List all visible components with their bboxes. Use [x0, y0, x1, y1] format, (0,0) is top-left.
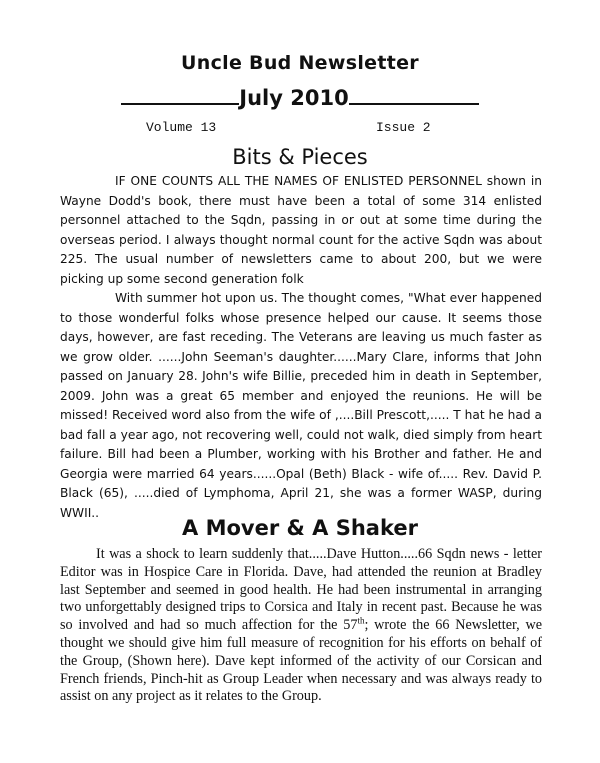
issue-label: Issue 2	[376, 120, 431, 135]
dateline-rule-left	[121, 103, 239, 105]
issue-dateline	[100, 86, 500, 110]
section-body-mover-shaker	[60, 546, 542, 706]
issue-date: July 2010	[239, 86, 349, 110]
dateline-rule-right	[349, 103, 479, 105]
section-body-bits-pieces	[60, 172, 542, 523]
newsletter-title: Uncle Bud Newsletter	[181, 52, 419, 74]
paragraph: With summer hot upon us. The thought comes, "What ever happened to those wonderful folks whose presence helped our cause. It seems those days, however, are fast receding. The Veterans are leaving us much faster as we grow older. ......John Seeman's daughter......Mary Clare, informs that John passed on January 28. John's wife Billie, preceded him in death in September, 2009. John was a great 65 member and enjoyed the reunions. He will be missed! Received word also from the wife of ,....Bill Prescott,..... T hat he had a bad fall a year ago, not recovering well, could not walk, died simply from heart failure. Bill had been a Plumber, working with his Brother and father. He and Georgia were married 64 years......Opal (Beth) Black - wife of..... Rev. David P. Black (65), .....died of Lymphoma, April 21, she was a former WASP, during WWII..	[60, 291, 542, 520]
paragraph-text: It was a shock to learn suddenly that.....Dave Hutton.....66 Sqdn news - letter Editor was in Hospice Care in Florida. Dave, had attended the reunion at Bradley last September and seemed in good health. He had been instrumental in arranging two unforgettably designed trips to Corsica and Italy in recent past. Because he was so involved and had so much affection for the 57	[60, 546, 542, 634]
section-heading-bits-pieces: Bits & Pieces	[232, 145, 368, 169]
paragraph: IF ONE COUNTS ALL THE NAMES OF ENLISTED PERSONNEL shown in Wayne Dodd's book, there must have been a total of some 314 enlisted personnel attached to the Sqdn, passing in or out at some time during the overseas period. I always thought normal count for the active Sqdn was about 225. The usual number of newsletters came to about 200, but we were picking up some second generation folk	[60, 174, 542, 286]
paragraph-text: ; wrote the 66 Newsletter, we thought we should give him full measure of recognition for his efforts on behalf of the Group, (Shown here). Dave kept informed of the activity of our Corsican and French friends, Pinch-hit as Group Leader when necessary and was always ready to assist on any project as it relates to the Group.	[60, 617, 542, 705]
ordinal-suffix: th	[357, 615, 365, 626]
volume-label: Volume 13	[146, 120, 217, 135]
paragraph	[60, 546, 542, 706]
section-heading-mover-shaker: A Mover & A Shaker	[182, 516, 418, 540]
